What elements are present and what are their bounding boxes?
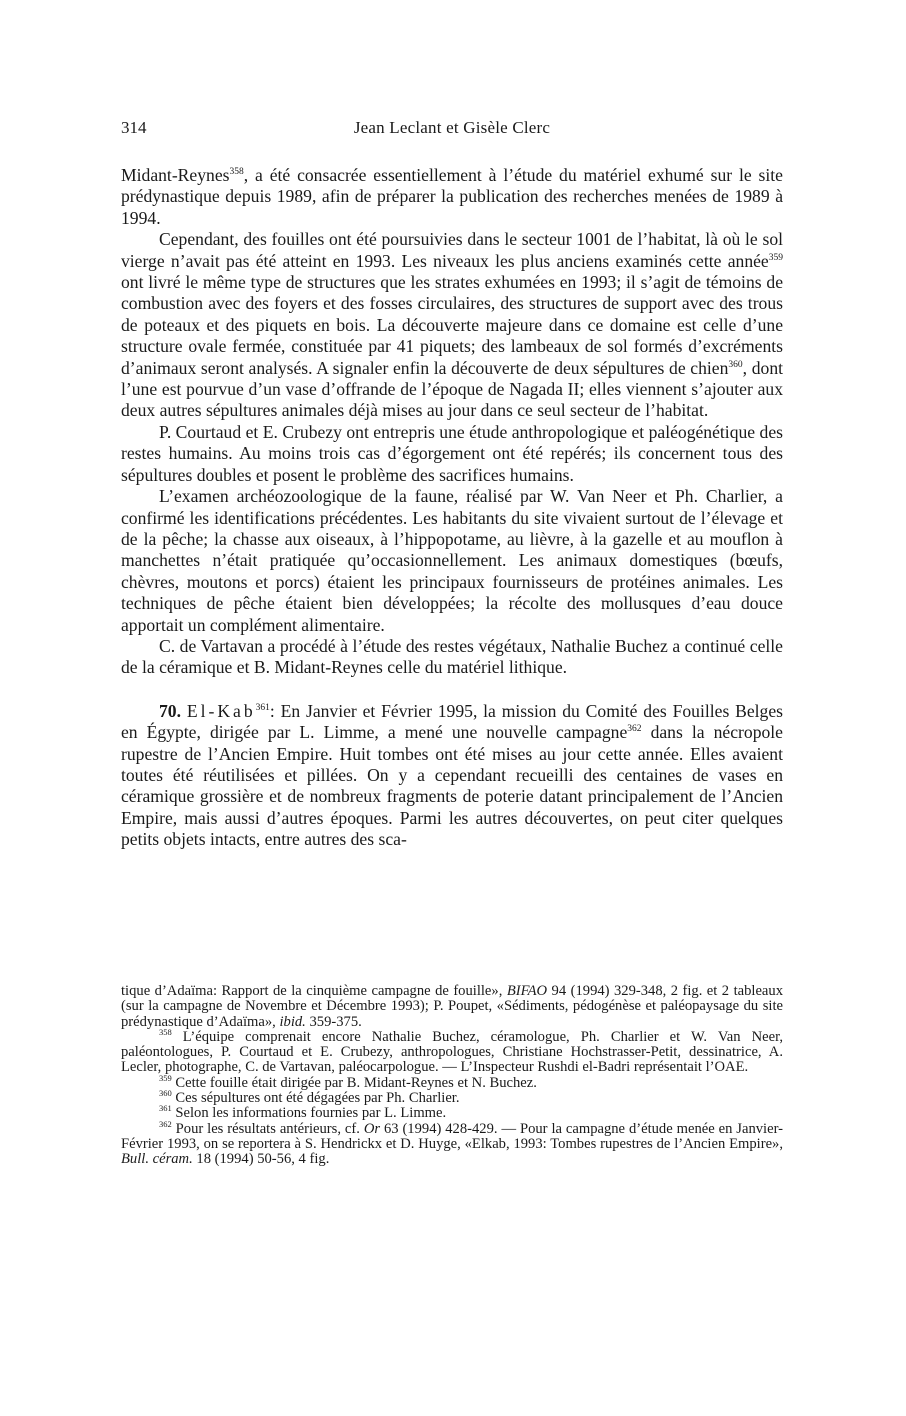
footnotes [121, 984, 783, 1168]
paragraph-fauna: L’examen archéozoologique de la faune, réalisé par W. Van Neer et Ph. Charlier, a confirmé les identifications précédentes. Les habitants du site vivaient surtout de l’élevage et de la pêche; la chasse aux oiseaux, à l’hippopotame, au lièvre, à la gazelle et au mouflon à manchettes n’était pratiquée qu’occasionnellement. Les animaux domestiques (bœufs, chèvres, moutons et porcs) étaient les principaux fournisseurs de protéines animales. Les techniques de pêche étaient bien développées; la récolte des mollusques d’eau douce apportait un complément alimentaire. [121, 486, 783, 635]
footnote-text: Cette fouille était dirigée par B. Midant-Reynes et N. Buchez. [175, 1074, 537, 1091]
text-span: ont livré le même type de structures que les strates exhumées en 1993; il s’agit de témoins de combustion avec des foyers et des fosses circulaires, des structures de support avec des trous de poteaux et des piquets en bois. La découverte majeure dans ce domaine est celle d’une structure ovale fermée, constituée par 41 piquets; des lambeaux de sol formés d’excréments d’animaux seront analysés. A signaler enfin la découverte de deux sépultures de chien [121, 272, 783, 378]
footnote-ref-361: 361 [255, 702, 270, 713]
text-span: , a été consacrée essentiellement à l’étude du matériel exhumé sur le site prédynastique depuis 1989, afin de préparer la publication des recherches menées de 1989 à 1994. [121, 165, 783, 228]
footnote-number: 360 [159, 1088, 172, 1099]
main-text [121, 165, 783, 851]
section-number: 70. [159, 700, 181, 721]
page-header [121, 116, 783, 140]
footnote-362 [121, 1118, 783, 1168]
text-span: tique d’Adaïma: Rapport de la cinquième campagne de fouille», [121, 983, 507, 999]
text-span: dans la nécropole rupestre de l’Ancien Empire. Huit tombes ont été mises au jour cette année. Elles avaient toutes été réutilisées et pillées. On y a cependant recueilli des centaines de vases en céramique grossière et de nombreux fragments de poterie datant principalement de l’Ancien Empire, mais aussi d’autres époques. Parmi les autres découvertes, on peut citer quelques petits objets intacts, entre autres des sca- [121, 722, 783, 850]
text-span: , dont l’une est pourvue d’un vase d’offrande de l’époque de Nagada II; elles viennent s’ajouter aux deux autres sépultures animales déjà mises au jour dans ce seul secteur de l’habitat. [121, 357, 784, 421]
footnote-text: Selon les informations fournies par L. Limme. [175, 1105, 447, 1122]
journal-title: Bull. céram. [121, 1151, 193, 1168]
text-span: 63 (1994) 428-429. — Pour la campagne d’étude menée en Janvier-Février 1993, on se reportera à S. Hendrickx et D. Huyge, «Elkab, 1993: Tombes rupestres de l’Ancien Empire», [121, 1120, 783, 1152]
section-70-el-kab [121, 701, 783, 851]
text-span: Cependant, des fouilles ont été poursuivies dans le secteur 1001 de l’habitat, là où le sol vierge n’avait pas été atteint en 1993. Les niveaux les plus anciens examinés cette année [121, 229, 783, 271]
footnote-ref-362: 362 [627, 724, 642, 735]
section-place-name: El-Kab [186, 700, 256, 721]
page-number: 314 [121, 118, 147, 137]
footnote-number: 362 [159, 1118, 172, 1129]
paragraph-continuation [121, 165, 783, 229]
text-span: Pour les résultats antérieurs, cf. [175, 1120, 364, 1137]
text-span: 18 (1994) 50-56, 4 fig. [192, 1151, 330, 1168]
text-span: 94 (1994) 329-348, 2 fig. et 2 tableaux (sur la campagne de Novembre et Décembre 1993); P. Poupet, «Sédiments, pédogénèse et paléopaysage du site prédynastique d’Adaïma», [121, 983, 783, 1030]
footnote-text: Ces sépultures ont été dégagées par Ph. Charlier. [175, 1090, 460, 1107]
footnote-359 [121, 1072, 783, 1091]
text-span: : En Janvier et Février 1995, la mission du Comité des Fouilles Belges en Égypte, dirigée par L. Limme, a mené une nouvelle campagne [121, 700, 783, 743]
journal-title: BIFAO [506, 983, 548, 999]
footnote-ref-360: 360 [728, 359, 743, 370]
text-span: 359-375. [305, 1013, 362, 1030]
footnote-ref-358: 358 [229, 167, 244, 178]
footnote-continuation [121, 984, 783, 1030]
footnote-358 [121, 1027, 783, 1076]
paragraph-botany: C. de Vartavan a procédé à l’étude des restes végétaux, Nathalie Buchez a continué celle de la céramique et B. Midant-Reynes celle du matériel lithique. [121, 635, 783, 678]
citation-abbrev: ibid. [279, 1013, 306, 1030]
footnote-ref-359: 359 [768, 252, 783, 263]
footnote-number: 358 [159, 1027, 172, 1038]
running-title: Jean Leclant et Gisèle Clerc [353, 118, 551, 137]
footnote-number: 361 [159, 1103, 172, 1114]
footnote-number: 359 [159, 1072, 172, 1083]
paragraph-anthropology: P. Courtaud et E. Crubezy ont entrepris une étude anthropologique et paléogénétique des restes humains. Au moins trois cas d’égorgement ont été repérés; ils concernent tous des sépultures doubles et posent le problème des sacrifices humains. [121, 421, 783, 485]
paragraph-excavations [121, 229, 783, 422]
footnote-361 [121, 1103, 783, 1122]
journal-title: Or [363, 1120, 381, 1137]
footnote-text: L’équipe comprenait encore Nathalie Buchez, céramologue, Ph. Charlier et W. Van Neer, paléontologues, P. Courtaud et E. Crubezy, anthropologues, Christiane Hochstrasser-Petit, dessinatrice, A. Lecler, photographe, C. de Vartavan, paléocarpologue. — L’Inspecteur Rushdi el-Badri représentait l’OAE. [121, 1028, 783, 1076]
text-span: Midant-Reynes [121, 165, 230, 185]
